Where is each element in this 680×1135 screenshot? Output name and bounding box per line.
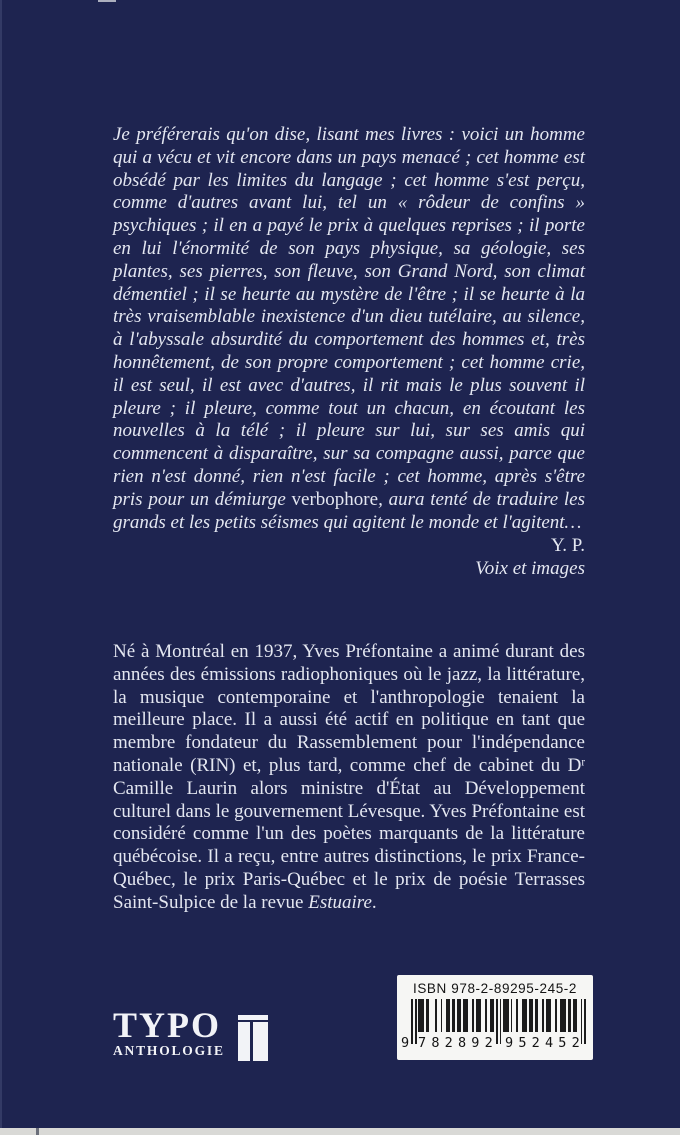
quote-text-roman-word: verbophore — [291, 488, 379, 510]
publisher-name: TYPO — [113, 1005, 222, 1045]
quote-text-italic-1: Je préférerais qu'on dise, lisant mes livres : voici un homme qui a vécu et vit encore dans un pays menacé ; cet homme est obsédé par les limites du langage ; cet homme s'est perçu, comme d'autres avant lui, tel un « rôdeur de confins » psychiques ; il en a payé le prix à quelques reprises ; il porte en lui l'énormité de son pays physique, sa géologie, ses plantes, ses pierres, son fleuve, son Grand Nord, son climat démentiel ; il se heurte au mystère de l'être ; il se heurte à la très vraisemblable inexistence d'un dieu tutélaire, au silence, à l'abyssale absurdité du comportement des hommes et, très honnêtement, de son propre comportement ; cet homme crie, il est seul, il est avec d'autres, il rit mais le plus souvent il pleure ; il pleure, comme tout un chacun, en écoutant les nouvelles à la télé ; il pleure sur lui, sur ses amis qui commencent à disparaître, sur sa compagne aussi, parce que rien n'est donné, rien n'est facile ; cet homme, après s'être pris pour un démiurge — [113, 124, 585, 510]
publisher-wordmark — [113, 1005, 225, 1059]
scan-top-notch — [98, 0, 116, 2]
typo-icon-left-column — [238, 1022, 250, 1061]
scan-left-edge — [0, 0, 2, 1128]
typo-colophon-icon — [238, 1015, 268, 1061]
scan-edge-tick — [36, 1128, 39, 1135]
bio-closing-period: . — [371, 891, 377, 913]
quote-paragraph — [113, 124, 585, 534]
quote-attribution: Y. P. — [551, 535, 585, 557]
author-biography — [113, 641, 585, 915]
typo-icon-right-column — [253, 1022, 268, 1061]
barcode-digit-first: 9 — [401, 1035, 410, 1051]
review-quote — [113, 124, 585, 581]
bio-superscript-r: r — [581, 756, 585, 769]
quote-text-italic-2: , aura tenté de traduire les grands et les petits séismes qui agitent le monde et l'agitent… — [113, 488, 585, 533]
barcode-digits-group2: 952452 — [505, 1035, 585, 1051]
isbn-barcode-box — [397, 975, 593, 1060]
publisher-logo — [113, 1005, 268, 1061]
barcode-digits — [401, 1036, 589, 1051]
barcode-digits-group1: 782892 — [418, 1035, 498, 1051]
publisher-collection: ANTHOLOGIE — [113, 1043, 225, 1058]
typo-icon-columns — [238, 1022, 268, 1061]
isbn-label: ISBN 978-2-89295-245-2 — [412, 981, 578, 996]
quote-source: Voix et images — [475, 558, 585, 580]
ean13-barcode — [401, 999, 589, 1051]
bio-journal-title: Estuaire — [308, 891, 372, 913]
bio-text-1: Né à Montréal en 1937, Yves Préfontaine a animé durant des années des émissions radiophoniques où le jazz, la littérature, la musique contemporaine et l'anthropologie tenaient la meilleure place. Il a aussi été actif en politique en tant que membre fondateur du Rassemblement pour l'indépendance nationale (RIN) et, plus tard, comme chef de cabinet du D — [113, 641, 585, 776]
bio-text-2: Camille Laurin alors ministre d'État au Développement culturel dans le gouvernement Lévesque. Yves Préfontaine est considéré comme l'un des poètes marquants de la littérature québécoise. Il a reçu, entre autres distinctions, le prix France-Québec, le prix Paris-Québec et le prix de poésie Terrasses Saint-Sulpice de la revue — [113, 777, 585, 913]
typo-icon-top-bar — [238, 1015, 268, 1020]
scan-bottom-edge — [0, 1128, 680, 1135]
